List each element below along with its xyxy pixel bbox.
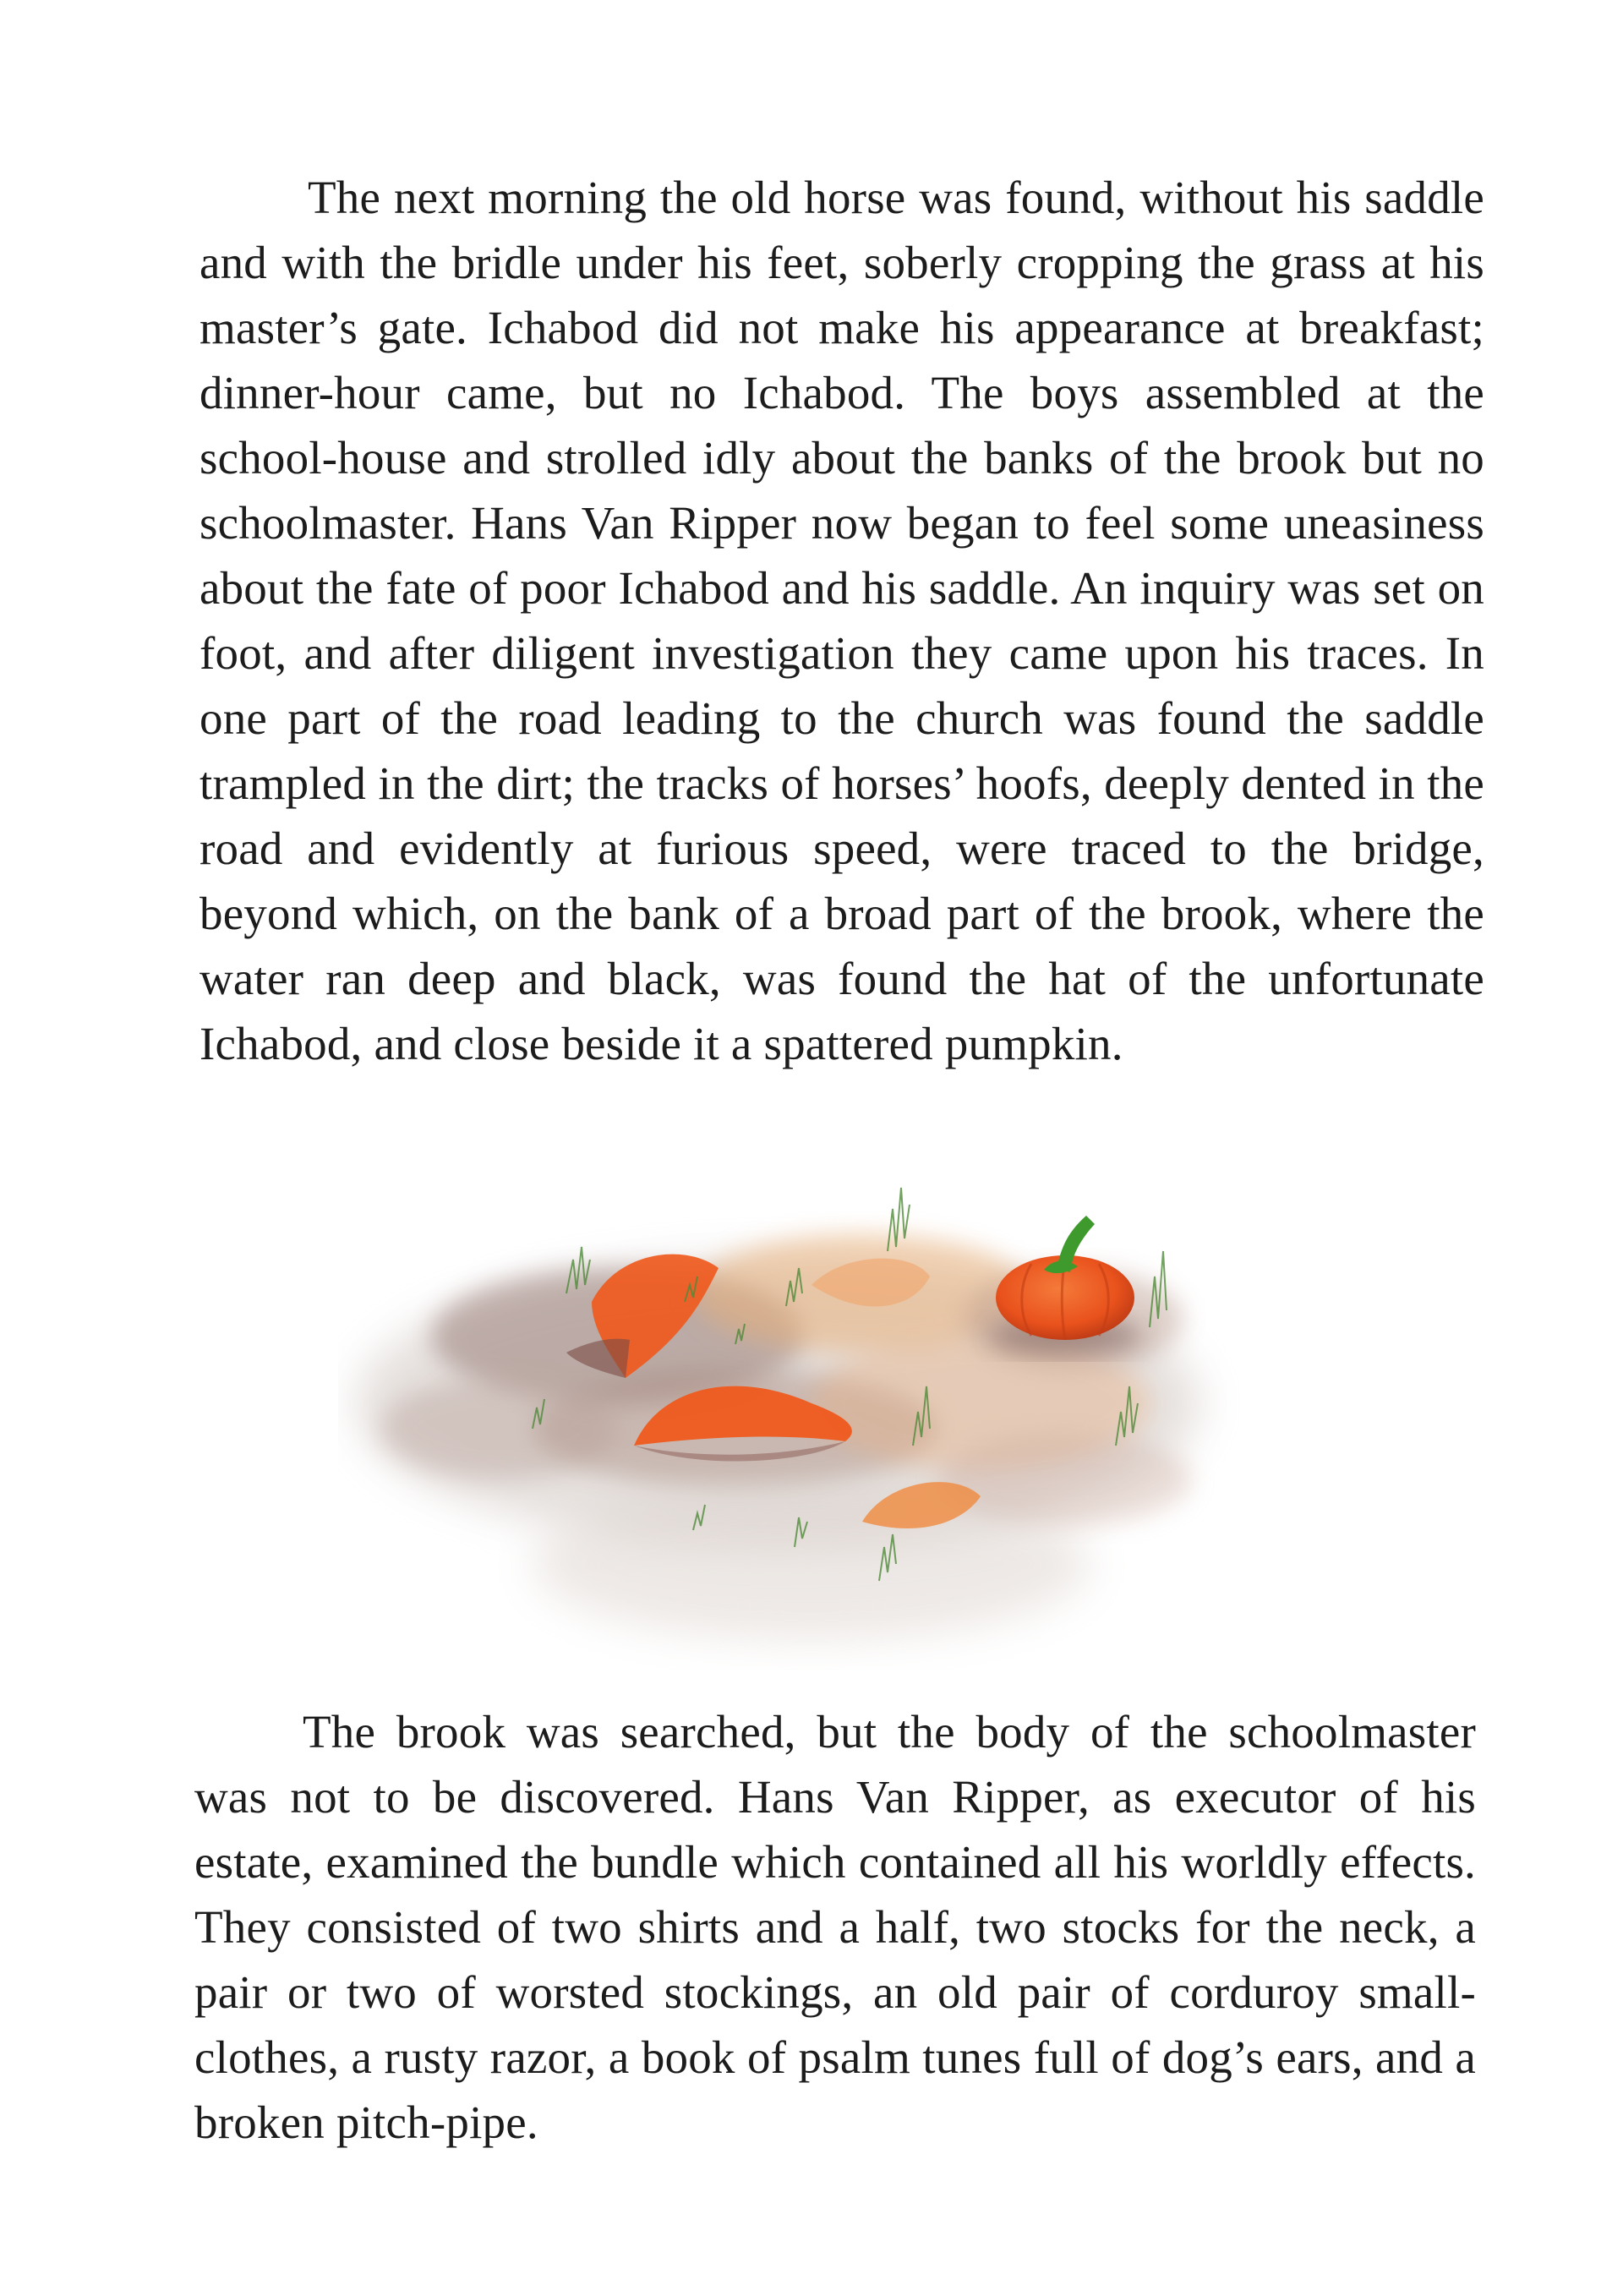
pumpkin-illustration <box>338 1124 1293 1708</box>
story-paragraph-2: The brook was searched, but the body of the schoolmaster was not to be discovered. Hans Van Ripper, as executor of his estate, examined the bundle which contained all his worldly effects. They consisted of two shirts and a half, two stocks for the neck, a pair or two of worsted stockings, an old pair of corduroy small-clothes, a rusty razor, a book of psalm tunes full of dog’s ears, and a broken pitch-pipe. <box>194 1706 1476 2148</box>
story-paragraph-1: The next morning the old horse was found, without his saddle and with the bridle under his feet, soberly cropping the grass at his master’s gate. Ichabod did not make his appearance at breakfast; dinner-hour came, but no Ichabod. The boys assembled at the school-house and strolled idly about the banks of the brook but no schoolmaster. Hans Van Ripper now began to feel some uneasiness about the fate of poor Ichabod and his saddle. An inquiry was set on foot, and after diligent investigation they came upon his traces. In one part of the road leading to the church was found the saddle trampled in the dirt; the tracks of horses’ hoofs, deeply dented in the road and evidently at furious speed, were traced to the bridge, beyond which, on the bank of a broad part of the brook, where the water ran deep and black, was found the hat of the unfortunate Ichabod, and close beside it a spattered pumpkin. <box>199 172 1484 1069</box>
pumpkin-watercolor <box>338 1124 1293 1708</box>
whole-pumpkin <box>989 1216 1141 1354</box>
